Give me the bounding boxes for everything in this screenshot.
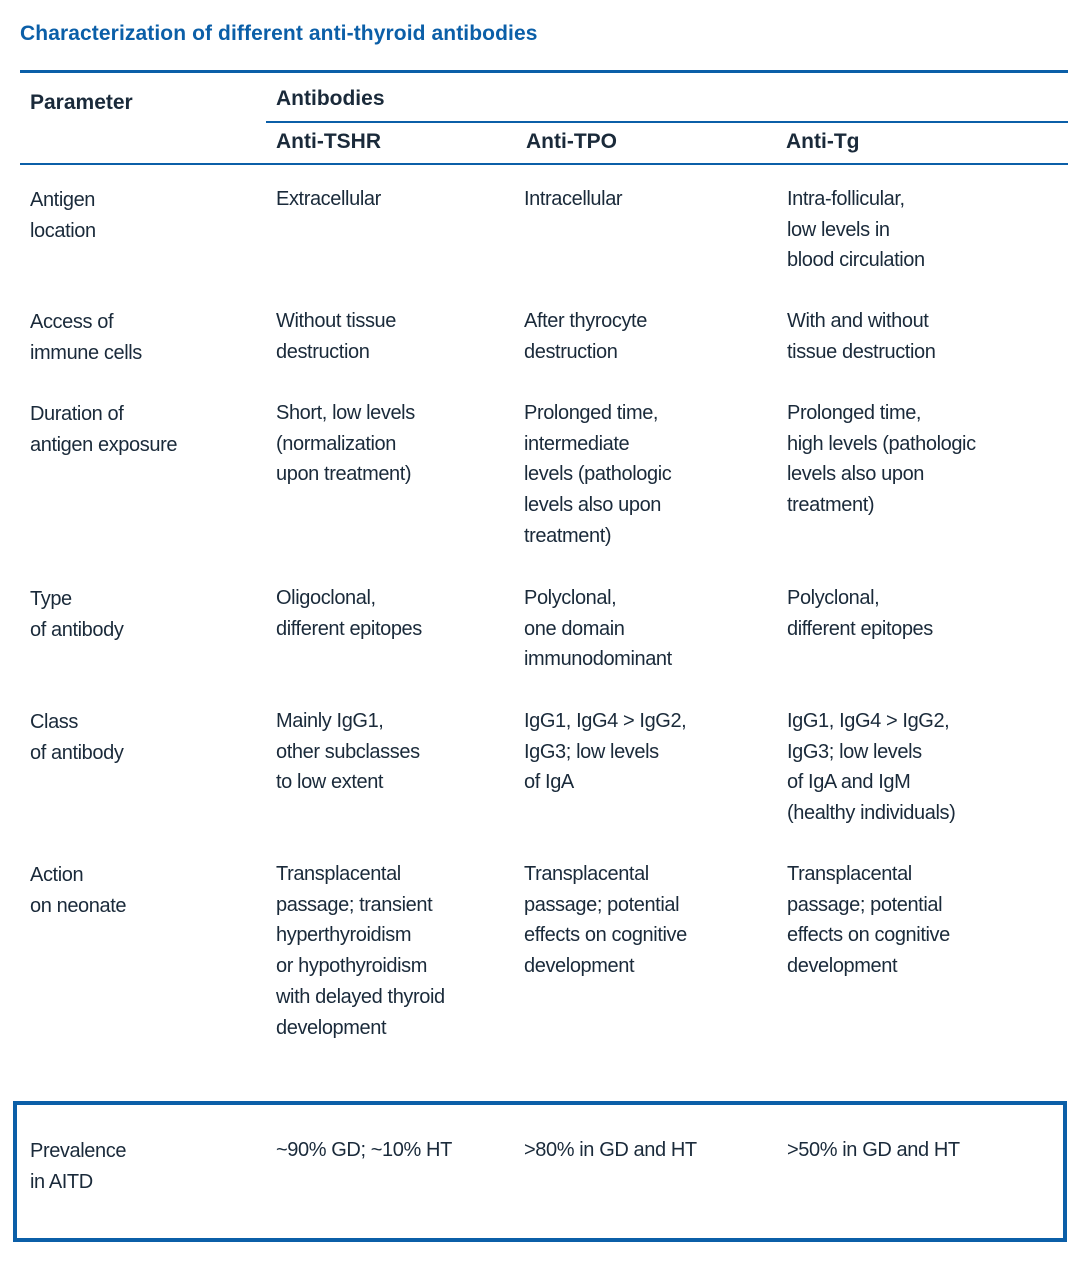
row-antigen-location-parameter: Antigen location <box>30 189 96 242</box>
row-type-tg: Polyclonal, different epitopes <box>787 587 933 640</box>
row-type-tpo: Polyclonal, one domain immunodominant <box>524 587 672 671</box>
row-action-parameter: Action on neonate <box>30 864 127 917</box>
header-bottom-rule <box>20 163 1068 165</box>
row-duration-tg: Prolonged time, high levels (pathologic levels also upon treatment) <box>787 402 976 517</box>
row-class-tshr: Mainly IgG1, other subclasses to low extent <box>276 710 420 794</box>
row-prevalence-tg: >50% in GD and HT <box>787 1139 960 1161</box>
row-duration-tpo: Prolonged time, intermediate levels (pathologic levels also upon treatment) <box>524 402 672 547</box>
row-prevalence-tshr: ~90% GD; ~10% HT <box>276 1139 452 1161</box>
row-class-tg: IgG1, IgG4 > IgG2, IgG3; low levels of IgA and IgM (healthy individuals) <box>787 710 956 825</box>
row-duration-tshr: Short, low levels (normalization upon treatment) <box>276 402 415 486</box>
row-antigen-location-tg: Intra-follicular, low levels in blood circulation <box>787 188 925 272</box>
row-class-parameter: Class of antibody <box>30 711 124 764</box>
row-class-tpo: IgG1, IgG4 > IgG2, IgG3; low levels of IgA <box>524 710 687 794</box>
header-antibodies: Antibodies <box>276 87 385 110</box>
header-anti-tg: Anti-Tg <box>786 130 860 153</box>
row-duration-parameter: Duration of antigen exposure <box>30 403 178 456</box>
row-prevalence-tpo: >80% in GD and HT <box>524 1139 697 1161</box>
header-anti-tshr: Anti-TSHR <box>276 130 381 153</box>
row-antigen-location-tshr: Extracellular <box>276 188 381 210</box>
header-parameter: Parameter <box>30 91 133 114</box>
row-action-tg: Transplacental passage; potential effects on cognitive development <box>787 863 950 978</box>
row-antigen-location-tpo: Intracellular <box>524 188 623 210</box>
row-action-tshr: Transplacental passage; transient hyperthyroidism or hypothyroidism with delayed thyroid development <box>276 863 445 1039</box>
row-type-parameter: Type of antibody <box>30 588 124 641</box>
header-anti-tpo: Anti-TPO <box>526 130 617 153</box>
row-access-parameter: Access of immune cells <box>30 311 142 364</box>
row-access-tshr: Without tissue destruction <box>276 310 397 363</box>
row-action-tpo: Transplacental passage; potential effects on cognitive development <box>524 863 687 978</box>
row-prevalence-parameter: Prevalence in AITD <box>30 1140 127 1193</box>
prevalence-highlight-box <box>13 1101 1067 1242</box>
antibodies-rule <box>266 121 1068 123</box>
row-access-tg: With and without tissue destruction <box>787 310 936 363</box>
top-rule <box>20 70 1068 73</box>
row-access-tpo: After thyrocyte destruction <box>524 310 647 363</box>
table-title: Characterization of different anti-thyroid antibodies <box>20 22 538 45</box>
row-type-tshr: Oligoclonal, different epitopes <box>276 587 422 640</box>
